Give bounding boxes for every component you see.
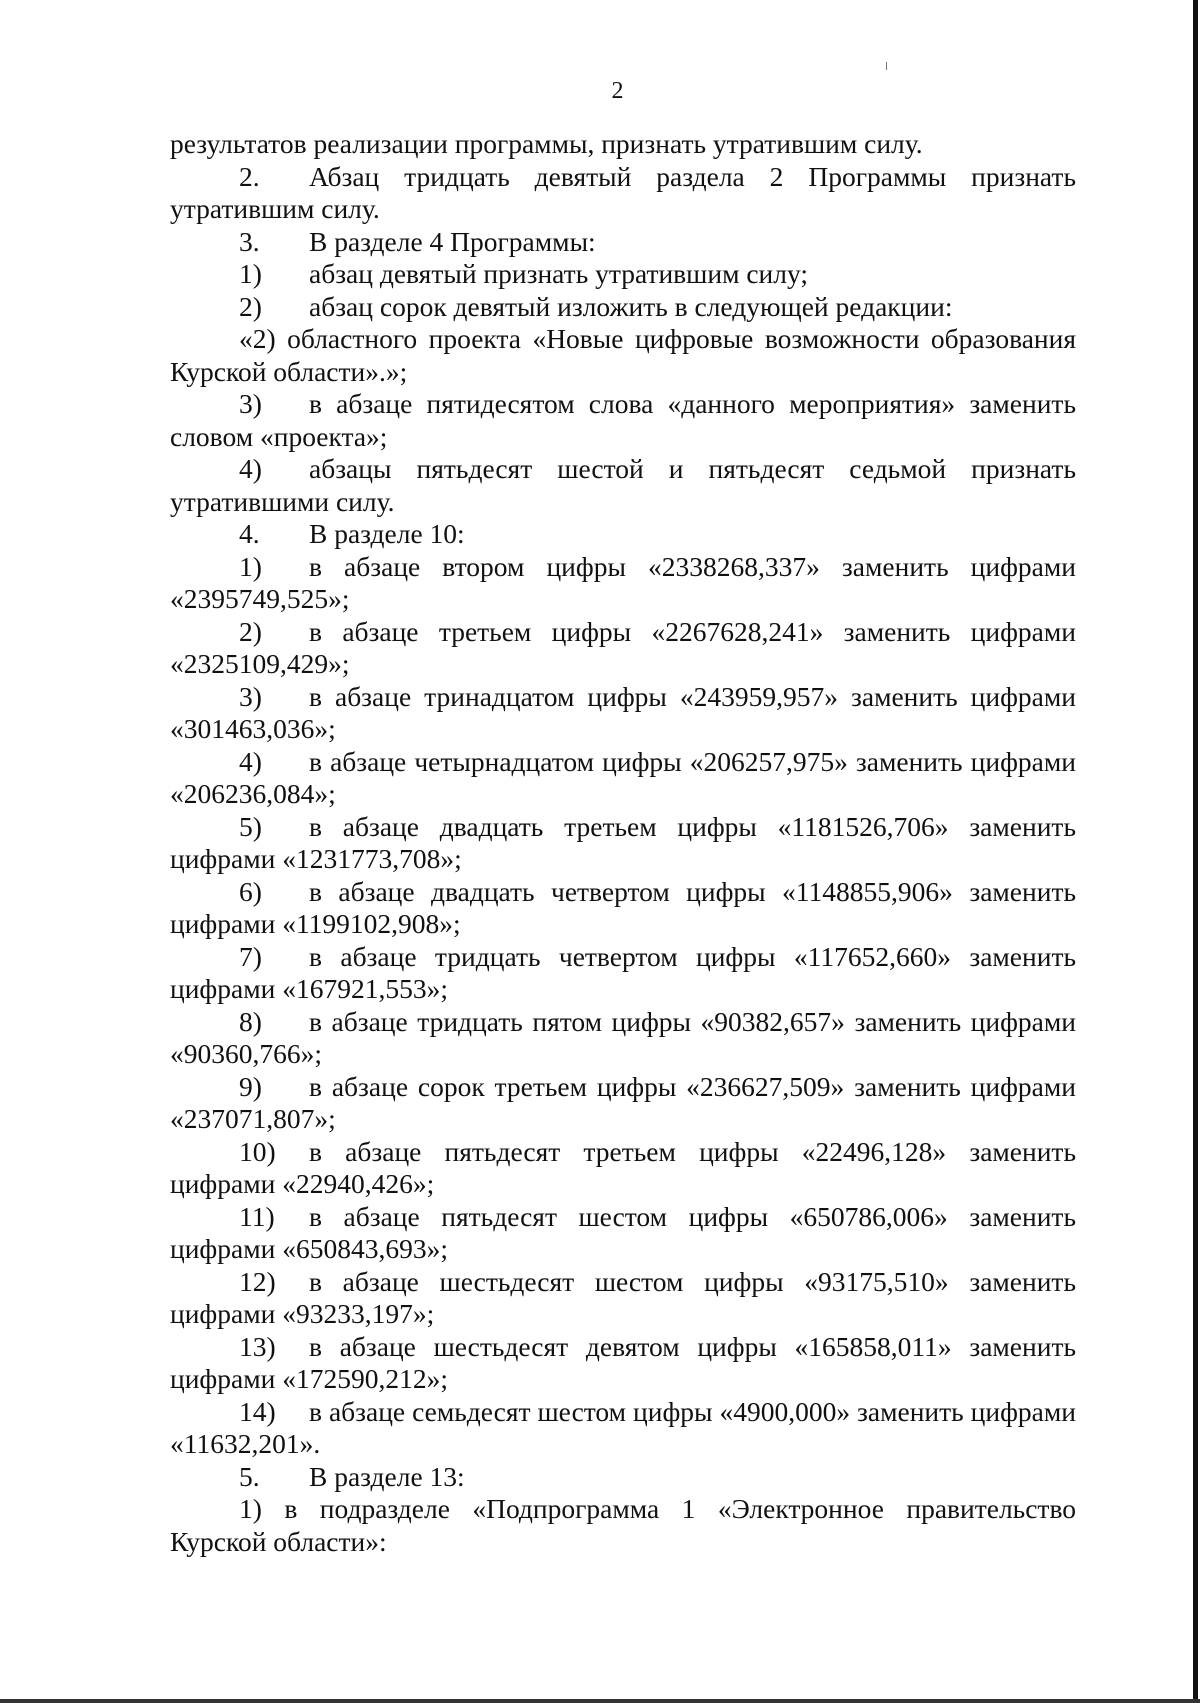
paragraph-number: 1) xyxy=(239,258,262,289)
page-edge-right xyxy=(1193,0,1198,1703)
paragraph-number: 6) xyxy=(239,875,262,907)
paragraph-text: в абзаце шестьдесят шестом цифры «93175,510» заменить цифрами «93233,197»; xyxy=(170,1265,1076,1329)
paragraph-text: абзац сорок девятый изложить в следующей редакции: xyxy=(309,290,953,322)
paragraph-number: 4) xyxy=(239,453,262,484)
paragraph-text: В разделе 4 Программы: xyxy=(309,225,596,257)
paragraph-text: в абзаце втором цифры «2338268,337» заменить цифрами «2395749,525»; xyxy=(170,550,1076,614)
paragraph-text: «2) областного проекта «Новые цифровые возможности образования Курской области».»; xyxy=(170,323,1076,387)
paragraph-number: 13) xyxy=(239,1330,276,1362)
paragraph-number: 7) xyxy=(239,940,262,972)
paragraph xyxy=(170,681,1076,746)
paragraph-text: в абзаце пятидесятом слова «данного мероприятия» заменить словом «проекта»; xyxy=(170,388,1076,452)
paragraph xyxy=(170,518,1076,551)
paragraph xyxy=(170,1396,1076,1461)
paragraph-text: в абзаце тридцать пятом цифры «90382,657» заменить цифрами «90360,766»; xyxy=(170,1005,1076,1069)
paragraph-text: в абзаце четырнадцатом цифры «206257,975» заменить цифрами «206236,084»; xyxy=(170,745,1076,809)
paragraph-number: 5) xyxy=(239,810,262,842)
paragraph xyxy=(170,746,1076,811)
document-body xyxy=(170,128,1076,1558)
paragraph-number: 14) xyxy=(239,1395,276,1427)
paragraph xyxy=(170,323,1076,388)
paragraph-number: 1) xyxy=(239,550,262,582)
paragraph xyxy=(170,1493,1076,1558)
paragraph-text: в абзаце тринадцатом цифры «243959,957» заменить цифрами «301463,036»; xyxy=(170,680,1076,744)
paragraph xyxy=(170,551,1076,616)
paragraph xyxy=(170,1071,1076,1136)
paragraph xyxy=(170,811,1076,876)
paragraph-text: в абзаце двадцать четвертом цифры «1148855,906» заменить цифрами «1199102,908»; xyxy=(170,875,1076,939)
paragraph xyxy=(170,1266,1076,1331)
scan-artifact xyxy=(886,62,887,70)
paragraph-text: В разделе 10: xyxy=(309,518,465,549)
paragraph xyxy=(170,1331,1076,1396)
paragraph xyxy=(170,226,1076,259)
paragraph-number: 2) xyxy=(239,615,262,647)
paragraph-text: в абзаце сорок третьем цифры «236627,509» заменить цифрами «237071,807»; xyxy=(170,1070,1076,1134)
paragraph xyxy=(170,388,1076,453)
paragraph xyxy=(170,1461,1076,1494)
paragraph xyxy=(170,128,1076,161)
paragraph-number: 2. xyxy=(239,160,260,192)
paragraph-text: в абзаце тридцать четвертом цифры «117652,660» заменить цифрами «167921,553»; xyxy=(170,940,1076,1004)
paragraph xyxy=(170,453,1076,518)
paragraph xyxy=(170,1136,1076,1201)
page-edge-bottom xyxy=(0,1699,1200,1703)
paragraph-text: результатов реализации программы, признать утратившим силу. xyxy=(170,128,923,159)
paragraph xyxy=(170,876,1076,941)
page-number: 2 xyxy=(611,78,624,104)
paragraph xyxy=(170,616,1076,681)
paragraph-text: В разделе 13: xyxy=(309,1460,465,1492)
paragraph-number: 10) xyxy=(239,1135,276,1167)
paragraph-text: в абзаце пятьдесят третьем цифры «22496,128» заменить цифрами «22940,426»; xyxy=(170,1135,1076,1199)
paragraph xyxy=(170,258,1076,291)
paragraph-text: абзац девятый признать утратившим силу; xyxy=(309,258,809,289)
paragraph xyxy=(170,291,1076,324)
paragraph-text: в абзаце третьем цифры «2267628,241» заменить цифрами «2325109,429»; xyxy=(170,615,1076,679)
paragraph-text: в абзаце семьдесят шестом цифры «4900,000» заменить цифрами «11632,201». xyxy=(170,1395,1076,1459)
paragraph xyxy=(170,941,1076,1006)
paragraph-text: в абзаце двадцать третьем цифры «1181526,706» заменить цифрами «1231773,708»; xyxy=(170,810,1076,874)
paragraph-number: 4) xyxy=(239,745,262,777)
paragraph-text: 1) в подразделе «Подпрограмма 1 «Электронное правительство Курской области»: xyxy=(170,1493,1076,1557)
paragraph-number: 2) xyxy=(239,290,262,322)
paragraph-number: 5. xyxy=(239,1460,260,1492)
paragraph-text: абзацы пятьдесят шестой и пятьдесят седьмой признать утратившими силу. xyxy=(170,453,1076,517)
paragraph-number: 3) xyxy=(239,680,262,712)
paragraph-number: 12) xyxy=(239,1265,276,1297)
paragraph-number: 3. xyxy=(239,225,260,257)
paragraph xyxy=(170,1006,1076,1071)
paragraph-number: 4. xyxy=(239,518,260,549)
paragraph-text: в абзаце пятьдесят шестом цифры «650786,006» заменить цифрами «650843,693»; xyxy=(170,1200,1076,1264)
paragraph-number: 11) xyxy=(239,1200,275,1232)
paragraph-text: Абзац тридцать девятый раздела 2 Программы признать утратившим силу. xyxy=(170,160,1076,224)
paragraph-number: 9) xyxy=(239,1070,262,1102)
paragraph xyxy=(170,1201,1076,1266)
paragraph-number: 8) xyxy=(239,1005,262,1037)
paragraph-text: в абзаце шестьдесят девятом цифры «165858,011» заменить цифрами «172590,212»; xyxy=(170,1330,1076,1394)
paragraph-number: 3) xyxy=(239,388,262,419)
paragraph xyxy=(170,161,1076,226)
